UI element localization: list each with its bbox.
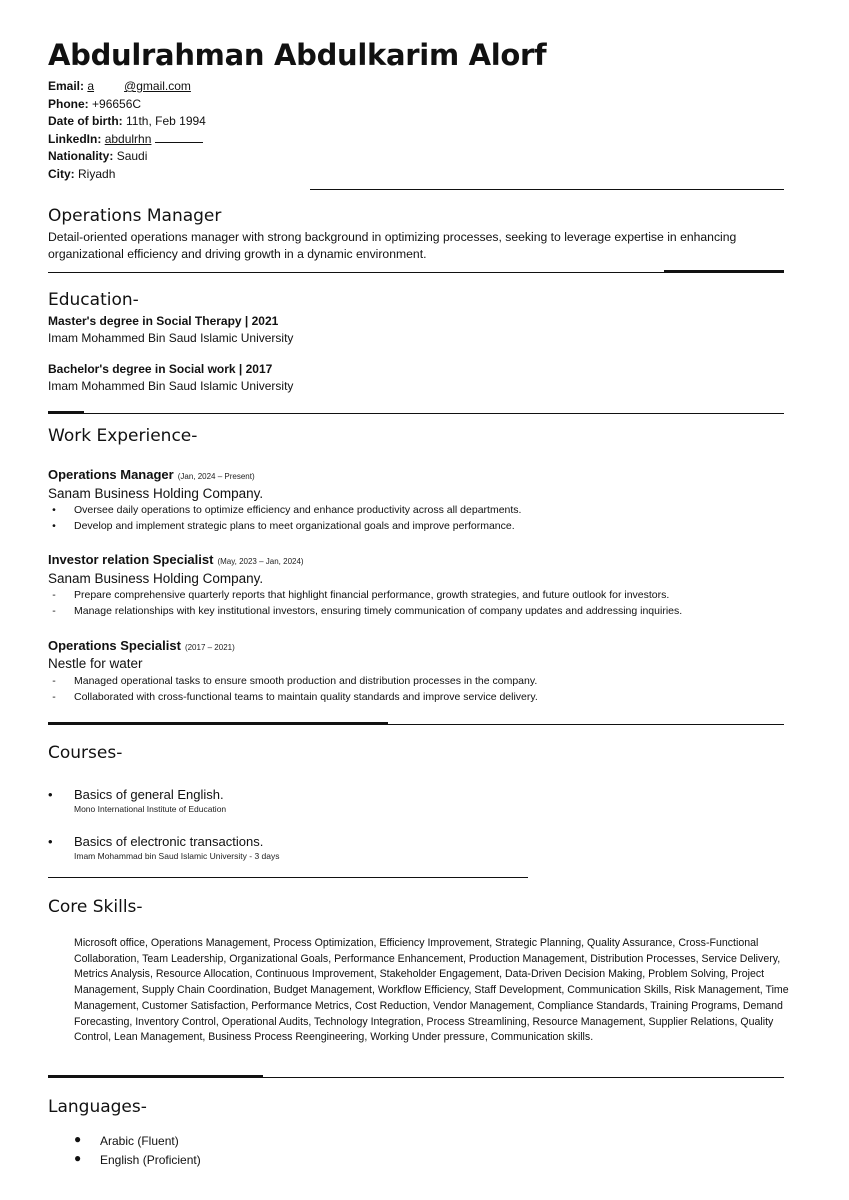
divider: [48, 724, 784, 725]
experience-heading: Work Experience-: [48, 426, 198, 446]
bullet-marker: -: [52, 691, 56, 703]
bullet-icon: ●: [74, 1132, 82, 1146]
bullet-marker: •: [52, 504, 56, 516]
list-item: [48, 689, 538, 705]
course-name: Basics of general English.: [74, 787, 224, 802]
email-domain[interactable]: @gmail.com: [124, 79, 191, 93]
dob-label: Date of birth:: [48, 114, 123, 128]
education-school: Imam Mohammed Bin Saud Islamic University: [48, 379, 294, 393]
education-school: Imam Mohammed Bin Saud Islamic University: [48, 331, 294, 345]
job-bullets: [48, 673, 538, 705]
list-item: [48, 518, 521, 534]
job-company: Sanam Business Holding Company.: [48, 486, 264, 501]
job-header: [48, 637, 235, 656]
job-company: Nestle for water: [48, 656, 143, 671]
divider: [48, 413, 784, 414]
linkedin-label: LinkedIn:: [48, 131, 102, 146]
summary-text: Detail-oriented operations manager with strong background in optimizing processes, seeking to leverage expertise in enhancing organizational efficiency and driving growth in a dynamic environment.: [48, 230, 737, 261]
summary-heading: Operations Manager: [48, 206, 222, 226]
bullet-text: Prepare comprehensive quarterly reports that highlight financial performance, growth strategies, and future outlook for investors.: [74, 589, 670, 601]
dob-row: [48, 113, 206, 131]
phone-value: +96656C: [92, 96, 142, 111]
job-header: [48, 551, 304, 570]
skills-heading: Core Skills-: [48, 897, 143, 917]
bullet-text: Develop and implement strategic plans to meet organizational goals and improve performance.: [74, 520, 515, 532]
bullet-marker: •: [52, 520, 56, 532]
job-bullets: [48, 502, 521, 534]
divider: [310, 189, 784, 190]
course-provider: Mono International Institute of Education: [74, 804, 227, 814]
nationality-row: [48, 148, 206, 166]
job-bullets: [48, 587, 682, 619]
bullet-marker: -: [52, 675, 56, 687]
job-header: [48, 466, 255, 485]
city-row: [48, 166, 206, 184]
linkedin-link[interactable]: abdulrhn: [104, 131, 152, 146]
language-name: English (Proficient): [100, 1153, 201, 1167]
list-item: [48, 587, 682, 603]
divider: [48, 877, 528, 878]
job-dates: (Jan, 2024 – Present): [177, 472, 255, 481]
course-provider: Imam Mohammad bin Saud Islamic University - 3 days: [74, 851, 280, 861]
job-role: Operations Manager: [48, 467, 174, 482]
phone-label: Phone:: [48, 96, 89, 111]
list-item: [48, 603, 682, 619]
divider-accent: [48, 722, 388, 724]
bullet-icon: ●: [74, 1151, 82, 1165]
bullet-text: Manage relationships with key institutional investors, ensuring timely communication of company updates and addressing inquiries.: [74, 605, 683, 617]
dob-value: 11th, Feb 1994: [126, 114, 206, 128]
job-dates: (May, 2023 – Jan, 2024): [217, 557, 304, 566]
bullet-icon: •: [48, 787, 53, 802]
bullet-text: Collaborated with cross-functional teams to maintain quality standards and improve service delivery.: [74, 691, 538, 703]
job-role: Operations Specialist: [48, 638, 181, 653]
email-user[interactable]: a: [87, 79, 95, 93]
nationality-value: Saudi: [116, 149, 148, 163]
city-label: City:: [48, 166, 75, 181]
bullet-text: Oversee daily operations to optimize efficiency and enhance productivity across all departments.: [74, 504, 522, 516]
linkedin-row: [48, 131, 206, 149]
divider-accent: [48, 411, 84, 413]
job-dates: (2017 – 2021): [184, 643, 235, 652]
list-item: [48, 502, 521, 518]
course-name: Basics of electronic transactions.: [74, 834, 264, 849]
contact-block: [48, 78, 206, 183]
phone-row: [48, 96, 206, 114]
languages-heading: Languages-: [48, 1097, 147, 1117]
nationality-label: Nationality:: [48, 149, 114, 163]
divider: [48, 272, 784, 273]
divider: [48, 1077, 784, 1078]
divider-accent: [48, 1075, 263, 1077]
divider-accent: [664, 270, 784, 272]
linkedin-underline: [155, 141, 203, 143]
bullet-text: Managed operational tasks to ensure smooth production and distribution processes in the company.: [74, 675, 538, 687]
bullet-icon: •: [48, 834, 53, 849]
education-heading: Education-: [48, 290, 139, 310]
education-degree: Master's degree in Social Therapy | 2021: [48, 314, 279, 328]
skills-text: Microsoft office, Operations Management, Process Optimization, Efficiency Improvement, Strategic Planning, Quality Assurance, Cross-Functional Collaboration, Team Leadership, Organizational Goals, Performance Enhancement, Production Management, Distribution Processes, Service Delivery, Metrics Analysis, Resource Allocation, Continuous Improvement, Stakeholder Engagement, Data-Driven Decision Making, Problem Solving, Project Management, Supply Chain Coordination, Budget Management, Workflow Efficiency, Staff Development, Communication Skills, Risk Management, Time Management, Customer Satisfaction, Performance Metrics, Cost Reduction, Vendor Management, Compliance Standards, Training Programs, Demand Forecasting, Inventory Control, Operational Audits, Technology Integration, Process Streamlining, Resource Management, Supplier Relations, Quality Control, Lean Management, Business Process Reengineering, Working Under pressure, Communication skills.: [74, 937, 789, 1044]
job-company: Sanam Business Holding Company.: [48, 571, 264, 586]
education-degree: Bachelor's degree in Social work | 2017: [48, 362, 273, 376]
bullet-marker: -: [52, 605, 56, 617]
courses-heading: Courses-: [48, 743, 123, 763]
city-value: Riyadh: [78, 166, 116, 181]
language-name: Arabic (Fluent): [100, 1134, 179, 1148]
email-row: [48, 78, 206, 96]
job-role: Investor relation Specialist: [48, 552, 214, 567]
list-item: [48, 673, 538, 689]
email-label: Email:: [48, 79, 85, 93]
bullet-marker: -: [52, 589, 56, 601]
candidate-name: Abdulrahman Abdulkarim Alorf: [48, 38, 547, 72]
